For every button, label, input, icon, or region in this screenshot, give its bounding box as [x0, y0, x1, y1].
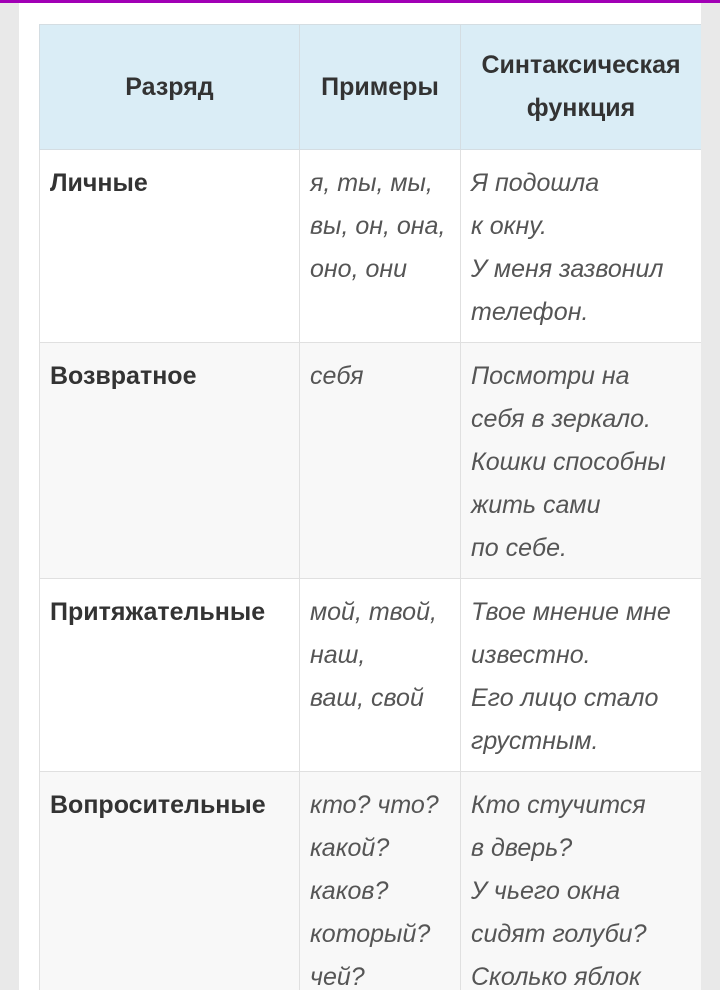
function-line: сидят голуби?	[471, 920, 647, 948]
example-line: наш,	[310, 641, 366, 669]
table-row	[40, 579, 702, 772]
table-scroll-container[interactable]	[39, 24, 701, 990]
function-line: известно.	[471, 641, 591, 669]
function-line: Посмотри на	[471, 362, 630, 390]
table-header-row	[40, 25, 702, 150]
example-line: кто? что?	[310, 791, 439, 819]
row-examples	[300, 150, 461, 343]
function-line: в дверь?	[471, 834, 573, 862]
pronoun-table	[39, 24, 701, 990]
row-examples	[300, 772, 461, 990]
function-line: себя в зеркало.	[471, 405, 652, 433]
function-line: У меня зазвонил	[471, 255, 664, 283]
function-line: Его лицо стало	[471, 684, 659, 712]
function-line: Я подошла	[471, 169, 600, 197]
row-category: Вопросительные	[40, 772, 300, 990]
row-category: Притяжательные	[40, 579, 300, 772]
row-function	[461, 343, 702, 579]
row-category: Личные	[40, 150, 300, 343]
example-line: который?	[310, 920, 431, 948]
header-function	[461, 25, 702, 150]
table-row	[40, 772, 702, 990]
row-examples	[300, 579, 461, 772]
example-line: чей?	[310, 963, 365, 990]
table-row	[40, 150, 702, 343]
function-line: Кошки способны	[471, 448, 666, 476]
row-function	[461, 579, 702, 772]
example-line: я, ты, мы,	[310, 169, 433, 197]
function-line: по себе.	[471, 534, 567, 562]
example-line: оно, они	[310, 255, 408, 283]
example-line: какой?	[310, 834, 390, 862]
function-line: Кто стучится	[471, 791, 646, 819]
row-function	[461, 772, 702, 990]
function-line: У чьего окна	[471, 877, 621, 905]
row-function	[461, 150, 702, 343]
function-line: жить сами	[471, 491, 601, 519]
row-examples	[300, 343, 461, 579]
header-category: Разряд	[40, 25, 300, 150]
function-line: грустным.	[471, 727, 599, 755]
row-category: Возвратное	[40, 343, 300, 579]
example-line: каков?	[310, 877, 389, 905]
example-line: вы, он, она,	[310, 212, 446, 240]
table-row	[40, 343, 702, 579]
header-function-text: Синтаксическая функция	[481, 51, 681, 122]
example-line: мой, твой,	[310, 598, 437, 626]
header-examples: Примеры	[300, 25, 461, 150]
function-line: телефон.	[471, 298, 589, 326]
function-line: Сколько яблок	[471, 963, 641, 990]
content-panel	[19, 3, 701, 990]
example-line: ваш, свой	[310, 684, 424, 712]
example-line: себя	[310, 362, 364, 390]
function-line: к окну.	[471, 212, 547, 240]
function-line: Твое мнение мне	[471, 598, 671, 626]
